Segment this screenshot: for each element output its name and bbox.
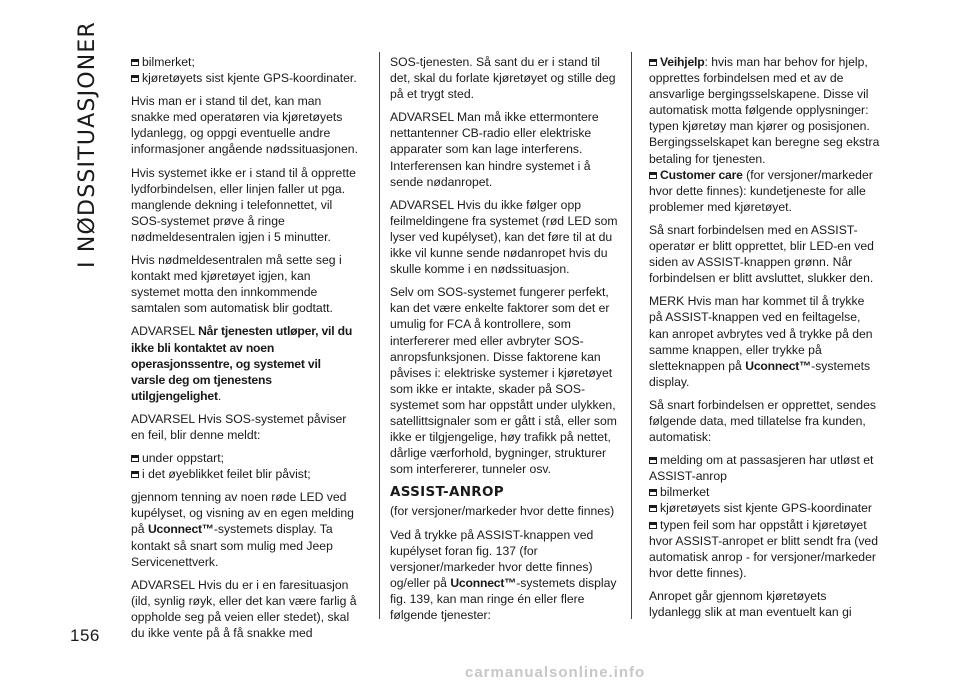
paragraph: Hvis man er i stand til det, kan man snakke med operatøren via kjøretøyets lydanlegg, og oppgi eventuelle andre informasjoner angående nødssituasjonen.: [131, 94, 358, 157]
paragraph: Anropet går gjennom kjøretøyets lydanlegg slik at man eventuelt kan gi: [649, 588, 852, 619]
paragraph: Hvis systemet ikke er i stand til å opprette lydforbindelsen, eller linjen faller ut pga. manglende dekning i telefonnettet, vil SOS-systemet prøve å ringe nødmeldesentralen igjen i 5 minutter.: [131, 165, 356, 244]
warning-paragraph: ADVARSEL Man må ikke ettermontere nettantenner CB-radio eller elektriske apparater som kan lage interferens. Interferensen kan hindre systemet i å sende nødanropet.: [390, 110, 599, 189]
bullet-square-icon: [131, 471, 139, 478]
column-divider: [379, 52, 380, 619]
bullet-square-icon: [649, 59, 657, 66]
paragraph: Så snart forbindelsen med en ASSIST-operatør er blitt opprettet, blir LED-en ved siden av ASSIST-knappen grønn. Når forbindelsen er blitt avsluttet, slukker den.: [649, 222, 874, 286]
column-1: [131, 54, 358, 648]
paragraph: (for versjoner/markeder hvor dette finnes): [390, 504, 615, 519]
bullet-square-icon: [131, 455, 139, 462]
warning-paragraph: ADVARSEL Hvis SOS-systemet påviser en feil, blir denne meldt:: [131, 411, 347, 442]
paragraph: Ved å trykke på ASSIST-knappen ved kupélyset foran fig. 137 (for versjoner/markeder hvor dette finnes) og/eller på Uconnect™-systemets display fig. 139, kan man ringe én eller flere følgende tjenester:: [390, 527, 617, 622]
bullet-item: i det øyeblikket feilet blir påvist;: [131, 466, 358, 482]
bullet-item: melding om at passasjeren har utløst et ASSIST-anrop: [649, 453, 874, 484]
column-2: [390, 54, 618, 630]
warning-paragraph: ADVARSEL Hvis du ikke følger opp feilmeldingene fra systemet (rød LED som lyser ved kupélyset), kan det føre til at du ikke vil kunne sende nødanropet hvis du skulle komme i en nødssituasjon.: [390, 197, 618, 277]
bullet-item: under oppstart;: [131, 450, 358, 466]
bullet-square-icon: [649, 457, 657, 464]
note-paragraph: MERK Hvis man har kommet til å trykke på ASSIST-knappen ved en feiltagelse, kan anropet avbrytes ved å trykke på den samme knappen, eller trykke på sletteknappen på Uconnect™-systemets display.: [649, 294, 873, 389]
bullet-square-icon: [649, 505, 657, 512]
paragraph: Selv om SOS-systemet fungerer perfekt, kan det være enkelte faktorer som det er umulig for FCA å kontrollere, som interfererer med eller avbryter SOS-anropsfunksjonen. Disse faktorene kan påvises i: elektriske systemer i kjøretøyet som ikke er intakte, skader på SOS-systemet som har oppstått under ulykken, satellittsignaler som er gått i stå, eller som ikke er tilgjengelige, høy trafikk på nettet, dårlige værforhold, bygninger, strukturer som interfererer, tunneler osv.: [390, 285, 617, 477]
paragraph: Hvis nødmeldesentralen må sette seg i kontakt med kjøretøyet igjen, kan systemet motta den innkommende samtalen som automatisk blir godtatt.: [131, 253, 342, 316]
bullet-square-icon: [131, 59, 139, 66]
bullet-item: kjøretøyets sist kjente GPS-koordinater: [649, 500, 881, 516]
bullet-square-icon: [649, 489, 657, 496]
watermark: carmanualsonline.info: [465, 664, 646, 681]
bullet-item: Veihjelp: hvis man har behov for hjelp, opprettes forbindelsen med et av de ansvarlige bergingsselskapene. Disse vil automatisk motta følgende opplysninger: typen kjøretøy man kjører og posisjonen. Bergingsselskapet kan beregne seg ekstra betaling for tjenesten.: [649, 55, 880, 166]
section-side-title: I NØDSSITUASJONER: [75, 20, 100, 268]
bullet-item: bilmerket: [649, 484, 881, 500]
paragraph: SOS-tjenesten. Så sant du er i stand til det, skal du forlate kjøretøyet og stille deg på et trygt sted.: [390, 55, 616, 102]
warning-paragraph: ADVARSEL Hvis du er i en faresituasjon (ild, synlig røyk, eller det kan være farlig å oppholde seg på veien eller stedet), skal du ikke vente på å få snakke med: [131, 577, 357, 640]
bullet-item: typen feil som har oppstått i kjøretøyet hvor ASSIST-anropet er blitt sendt fra (ved automatisk anrop - for versjoner/markeder hvor dette finnes).: [649, 517, 878, 580]
bullet-square-icon: [131, 75, 139, 82]
bullet-item: kjøretøyets sist kjente GPS-koordinater.: [131, 70, 358, 86]
page-number: 156: [70, 626, 100, 645]
bullet-square-icon: [649, 522, 657, 529]
column-3: [649, 54, 881, 627]
bullet-square-icon: [649, 172, 657, 179]
bullet-item: Customer care (for versjoner/markeder hvor dette finnes): kundetjeneste for alle problemer med kjøretøyet.: [649, 167, 873, 214]
bullet-item: bilmerket;: [131, 54, 358, 70]
section-heading: ASSIST-ANROP: [390, 484, 504, 501]
paragraph: gjennom tenning av noen røde LED ved kupélyset, og visning av en egen melding på Uconnect™-systemets display. Ta kontakt så snart som mulig med Jeep Servicenettverk.: [131, 490, 354, 569]
paragraph: Så snart forbindelsen er opprettet, sendes følgende data, med tillatelse fra kunden, automatisk:: [649, 397, 876, 445]
column-divider: [631, 52, 632, 619]
warning-paragraph: ADVARSEL Når tjenesten utløper, vil du ikke bli kontaktet av noen operasjonssentre, og systemet vil varsle deg om tjenestens utilgjengelighet.: [131, 324, 353, 403]
